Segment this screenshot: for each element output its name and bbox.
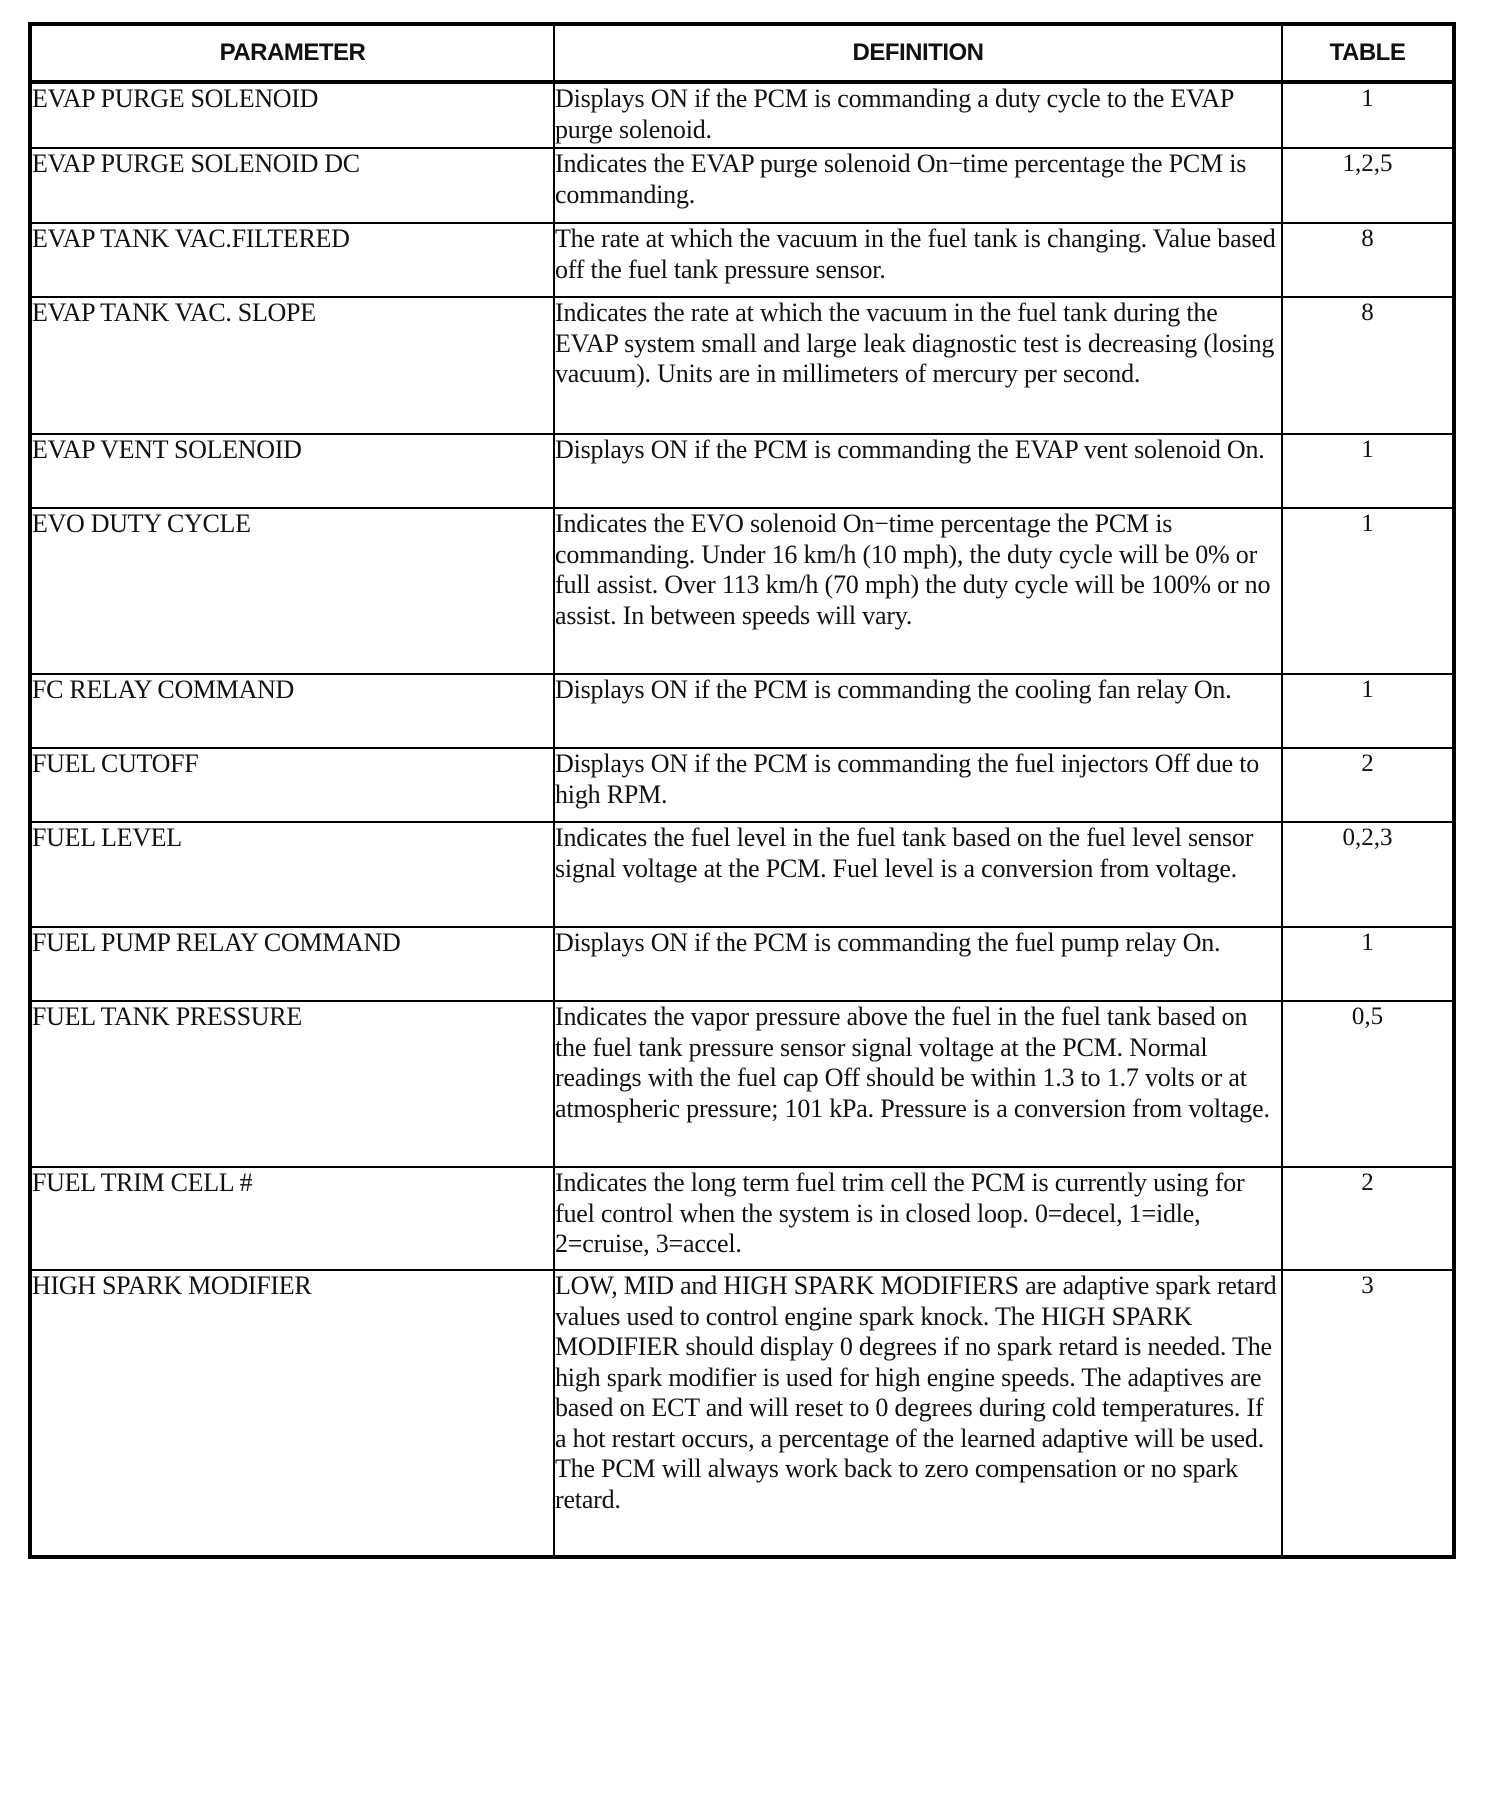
parameter-cell: HIGH SPARK MODIFIER [30,1270,554,1557]
definition-cell: The rate at which the vacuum in the fuel tank is changing. Value based off the fuel tank pressure sensor. [554,223,1282,297]
table-ref-cell: 1 [1282,927,1454,1001]
table-ref-cell: 1,2,5 [1282,148,1454,223]
definition-cell: Displays ON if the PCM is commanding the EVAP vent solenoid On. [554,434,1282,508]
table-row [30,927,1454,1001]
parameter-cell: EVAP VENT SOLENOID [30,434,554,508]
parameter-cell: FUEL PUMP RELAY COMMAND [30,927,554,1001]
table-ref-cell: 8 [1282,297,1454,434]
parameter-cell: FUEL LEVEL [30,822,554,927]
table-body [30,82,1454,1557]
table-ref-cell: 0,5 [1282,1001,1454,1167]
header-definition: DEFINITION [554,24,1282,82]
parameter-cell: FUEL TRIM CELL # [30,1167,554,1270]
definition-cell: Indicates the EVO solenoid On−time percentage the PCM is commanding. Under 16 km/h (10 mph), the duty cycle will be 0% or full assist. Over 113 km/h (70 mph) the duty cycle will be 100% or no assist. In between speeds will vary. [554,508,1282,674]
table-row [30,1167,1454,1270]
definition-cell: Displays ON if the PCM is commanding a duty cycle to the EVAP purge solenoid. [554,82,1282,148]
definition-cell: Displays ON if the PCM is commanding the cooling fan relay On. [554,674,1282,748]
definition-cell: Indicates the long term fuel trim cell the PCM is currently using for fuel control when the system is in closed loop. 0=decel, 1=idle, 2=cruise, 3=accel. [554,1167,1282,1270]
table-row [30,223,1454,297]
header-table: TABLE [1282,24,1454,82]
table-row [30,822,1454,927]
table-ref-cell: 2 [1282,748,1454,822]
parameter-definition-table [28,22,1456,1559]
table-ref-cell: 0,2,3 [1282,822,1454,927]
table-ref-cell: 1 [1282,674,1454,748]
table-ref-cell: 2 [1282,1167,1454,1270]
parameter-cell: EVO DUTY CYCLE [30,508,554,674]
definition-cell: Indicates the vapor pressure above the fuel in the fuel tank based on the fuel tank pressure sensor signal voltage at the PCM. Normal readings with the fuel cap Off should be within 1.3 to 1.7 volts or at atmospheric pressure; 101 kPa. Pressure is a conversion from voltage. [554,1001,1282,1167]
definition-cell: Displays ON if the PCM is commanding the fuel pump relay On. [554,927,1282,1001]
definition-cell: Indicates the rate at which the vacuum in the fuel tank during the EVAP system small and large leak diagnostic test is decreasing (losing vacuum). Units are in millimeters of mercury per second. [554,297,1282,434]
definition-cell: Indicates the fuel level in the fuel tank based on the fuel level sensor signal voltage at the PCM. Fuel level is a conversion from voltage. [554,822,1282,927]
parameter-cell: EVAP TANK VAC. SLOPE [30,297,554,434]
table-row [30,82,1454,148]
parameter-cell: FUEL CUTOFF [30,748,554,822]
table-ref-cell: 8 [1282,223,1454,297]
parameter-cell: EVAP TANK VAC.FILTERED [30,223,554,297]
definition-cell: Indicates the EVAP purge solenoid On−time percentage the PCM is commanding. [554,148,1282,223]
parameter-cell: FC RELAY COMMAND [30,674,554,748]
parameter-cell: EVAP PURGE SOLENOID [30,82,554,148]
table-row [30,1270,1454,1557]
table-ref-cell: 1 [1282,82,1454,148]
table-row [30,297,1454,434]
definition-cell: Displays ON if the PCM is commanding the fuel injectors Off due to high RPM. [554,748,1282,822]
table-header [30,24,1454,82]
table-ref-cell: 1 [1282,508,1454,674]
table-ref-cell: 3 [1282,1270,1454,1557]
parameter-cell: FUEL TANK PRESSURE [30,1001,554,1167]
definition-cell: LOW, MID and HIGH SPARK MODIFIERS are adaptive spark retard values used to control engine spark knock. The HIGH SPARK MODIFIER should display 0 degrees if no spark retard is needed. The high spark modifier is used for high engine speeds. The adaptives are based on ECT and will reset to 0 degrees during cold temperatures. If a hot restart occurs, a percentage of the learned adaptive will be used. The PCM will always work back to zero compensation or no spark retard. [554,1270,1282,1557]
table-row [30,434,1454,508]
table-row [30,1001,1454,1167]
table-row [30,748,1454,822]
header-row [30,24,1454,82]
table-ref-cell: 1 [1282,434,1454,508]
parameter-cell: EVAP PURGE SOLENOID DC [30,148,554,223]
header-parameter: PARAMETER [30,24,554,82]
table-row [30,148,1454,223]
table-row [30,674,1454,748]
table-row [30,508,1454,674]
